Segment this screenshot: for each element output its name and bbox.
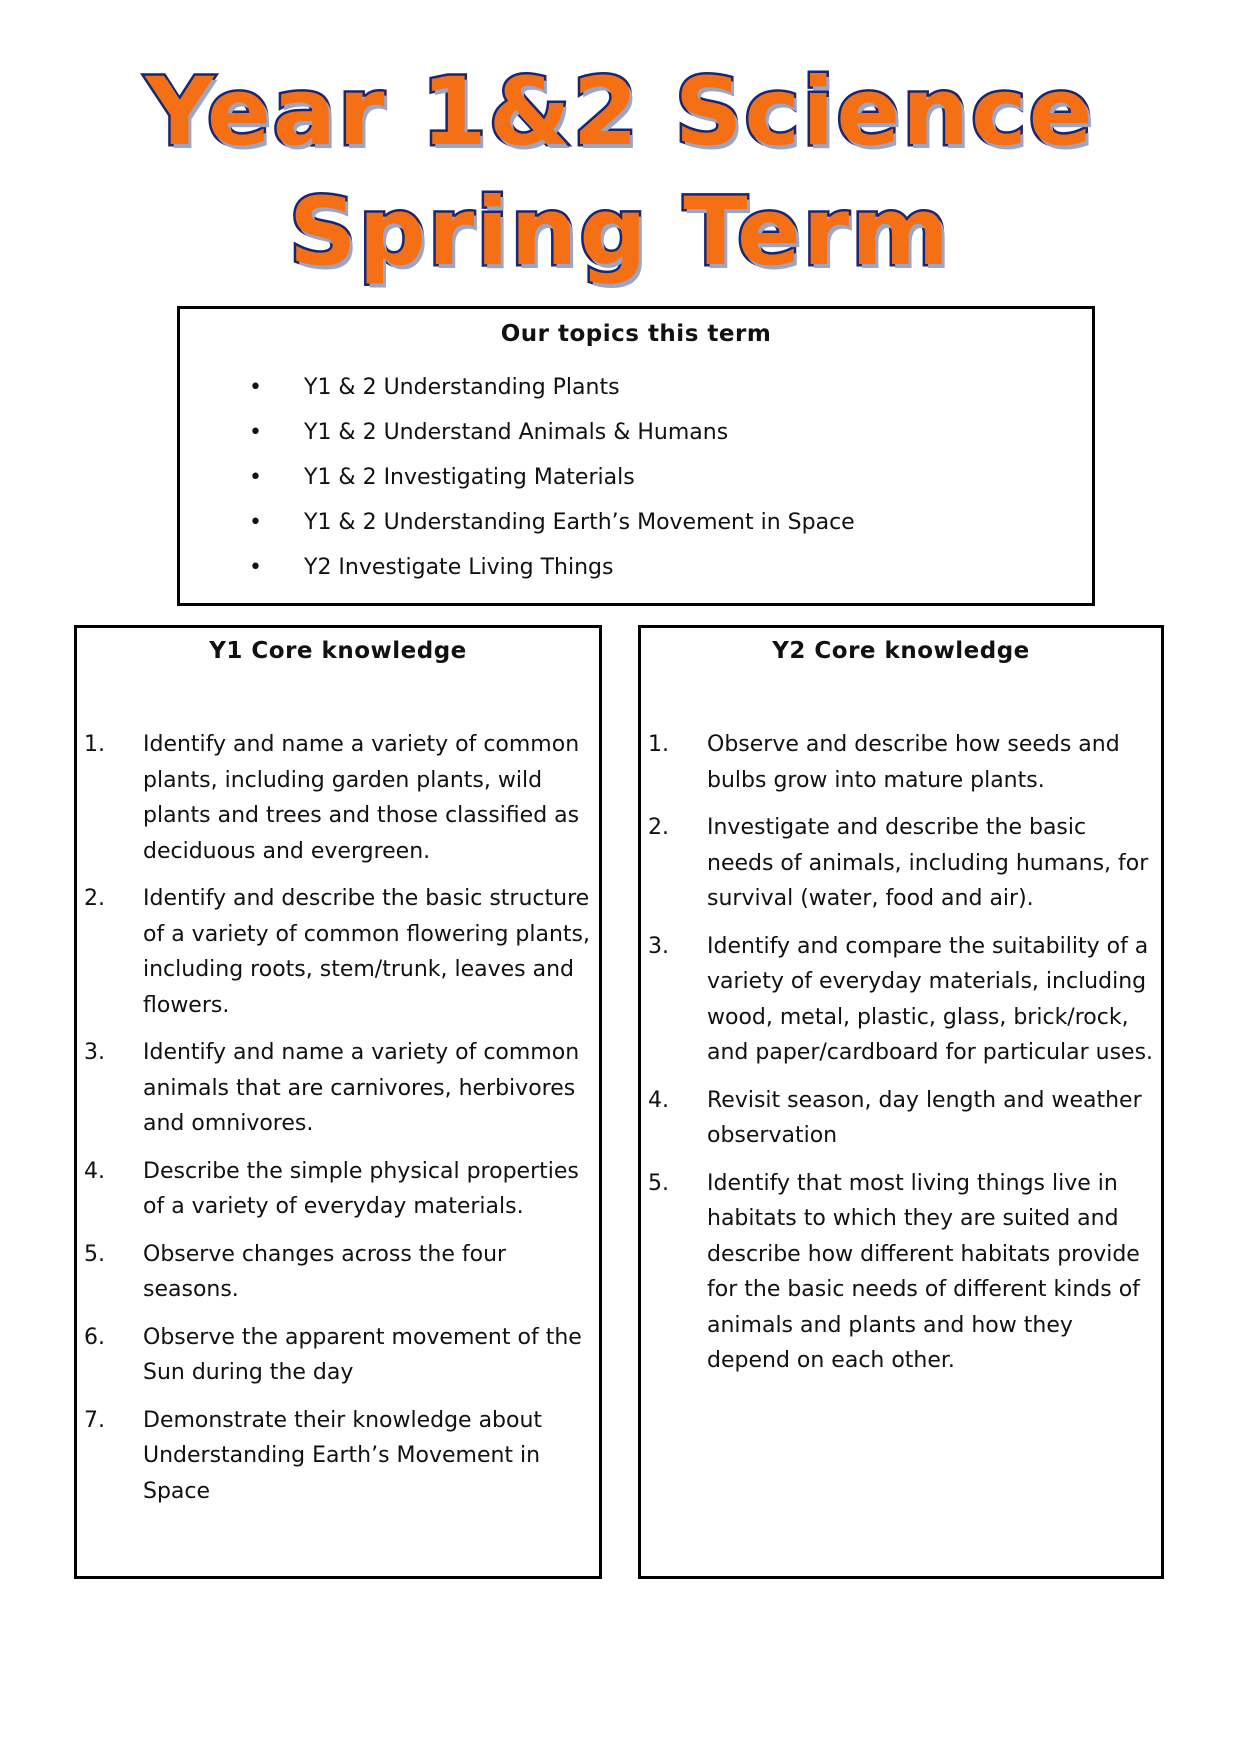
topic-item bbox=[180, 410, 1092, 455]
bullet-icon: • bbox=[249, 555, 262, 580]
topic-text: Y1 & 2 Understanding Earth’s Movement in Space bbox=[304, 510, 855, 535]
item-number: 2. bbox=[84, 886, 105, 911]
list-item bbox=[641, 810, 1161, 917]
item-number: 2. bbox=[648, 815, 669, 840]
topic-text: Y1 & 2 Understand Animals & Humans bbox=[304, 420, 729, 445]
topic-text: Y1 & 2 Understanding Plants bbox=[304, 375, 620, 400]
title-line-2: Spring Term bbox=[288, 178, 952, 287]
topic-item bbox=[180, 365, 1092, 410]
item-number: 3. bbox=[648, 933, 669, 959]
bullet-icon: • bbox=[249, 420, 262, 445]
bullet-icon: • bbox=[249, 510, 262, 535]
item-text: Observe and describe how seeds and bulbs grow into mature plants. bbox=[707, 732, 1120, 793]
item-number: 6. bbox=[84, 1324, 105, 1350]
item-number: 7. bbox=[84, 1407, 105, 1433]
topic-text: Y2 Investigate Living Things bbox=[304, 555, 614, 580]
item-text: Revisit season, day length and weather observation bbox=[707, 1087, 1142, 1148]
title-line-1: Year 1&2 Science bbox=[145, 58, 1095, 167]
item-number: 5. bbox=[648, 1170, 669, 1196]
item-number: 4. bbox=[84, 1158, 105, 1184]
list-item bbox=[641, 1166, 1161, 1379]
y2-list bbox=[641, 727, 1161, 1379]
item-number: 3. bbox=[84, 1040, 105, 1065]
list-item bbox=[77, 1320, 599, 1391]
list-item bbox=[77, 1237, 599, 1308]
bullet-icon: • bbox=[249, 375, 262, 400]
topics-box bbox=[177, 306, 1095, 606]
topic-item bbox=[180, 545, 1092, 590]
list-item bbox=[77, 1403, 599, 1510]
list-item bbox=[77, 1035, 599, 1142]
topics-list bbox=[180, 365, 1092, 590]
y2-core-knowledge-box bbox=[638, 625, 1164, 1579]
y1-list bbox=[77, 727, 599, 1509]
list-item bbox=[77, 1154, 599, 1225]
item-text: Identify and name a variety of common plants, including garden plants, wild plants and trees and those classified as deciduous and evergreen. bbox=[143, 732, 580, 864]
item-text: Identify and describe the basic structure of a variety of common flowering plants, including roots, stem/trunk, leaves and flowers. bbox=[143, 886, 591, 1018]
item-text: Identify and name a variety of common animals that are carnivores, herbivores and omnivores. bbox=[143, 1040, 580, 1136]
list-item bbox=[641, 1083, 1161, 1154]
bullet-icon: • bbox=[249, 465, 262, 490]
item-number: 4. bbox=[648, 1087, 669, 1113]
item-text: Identify that most living things live in habitats to which they are suited and describe how different habitats provide for the basic needs of different kinds of animals and plants and how they depend on each other. bbox=[707, 1170, 1140, 1373]
topic-item bbox=[180, 455, 1092, 500]
item-text: Investigate and describe the basic needs of animals, including humans, for survival (water, food and air). bbox=[707, 815, 1149, 911]
item-text: Identify and compare the suitability of a variety of everyday materials, including wood, metal, plastic, glass, brick/rock, and paper/cardboard for particular uses. bbox=[707, 933, 1154, 1065]
y2-heading: Y2 Core knowledge bbox=[772, 638, 1030, 664]
list-item bbox=[77, 727, 599, 869]
item-number: 5. bbox=[84, 1241, 105, 1267]
item-text: Observe changes across the four seasons. bbox=[143, 1241, 507, 1302]
list-item bbox=[641, 929, 1161, 1071]
item-text: Observe the apparent movement of the Sun during the day bbox=[143, 1324, 582, 1385]
item-number: 1. bbox=[84, 732, 105, 757]
list-item bbox=[77, 881, 599, 1023]
item-text: Describe the simple physical properties of a variety of everyday materials. bbox=[143, 1158, 579, 1219]
y1-heading: Y1 Core knowledge bbox=[209, 638, 467, 664]
item-number: 1. bbox=[648, 732, 669, 757]
topics-heading: Our topics this term bbox=[500, 321, 772, 347]
topic-text: Y1 & 2 Investigating Materials bbox=[304, 465, 635, 490]
list-item bbox=[641, 727, 1161, 798]
item-text: Demonstrate their knowledge about Understanding Earth’s Movement in Space bbox=[143, 1407, 543, 1504]
topic-item bbox=[180, 500, 1092, 545]
y1-core-knowledge-box bbox=[74, 625, 602, 1579]
